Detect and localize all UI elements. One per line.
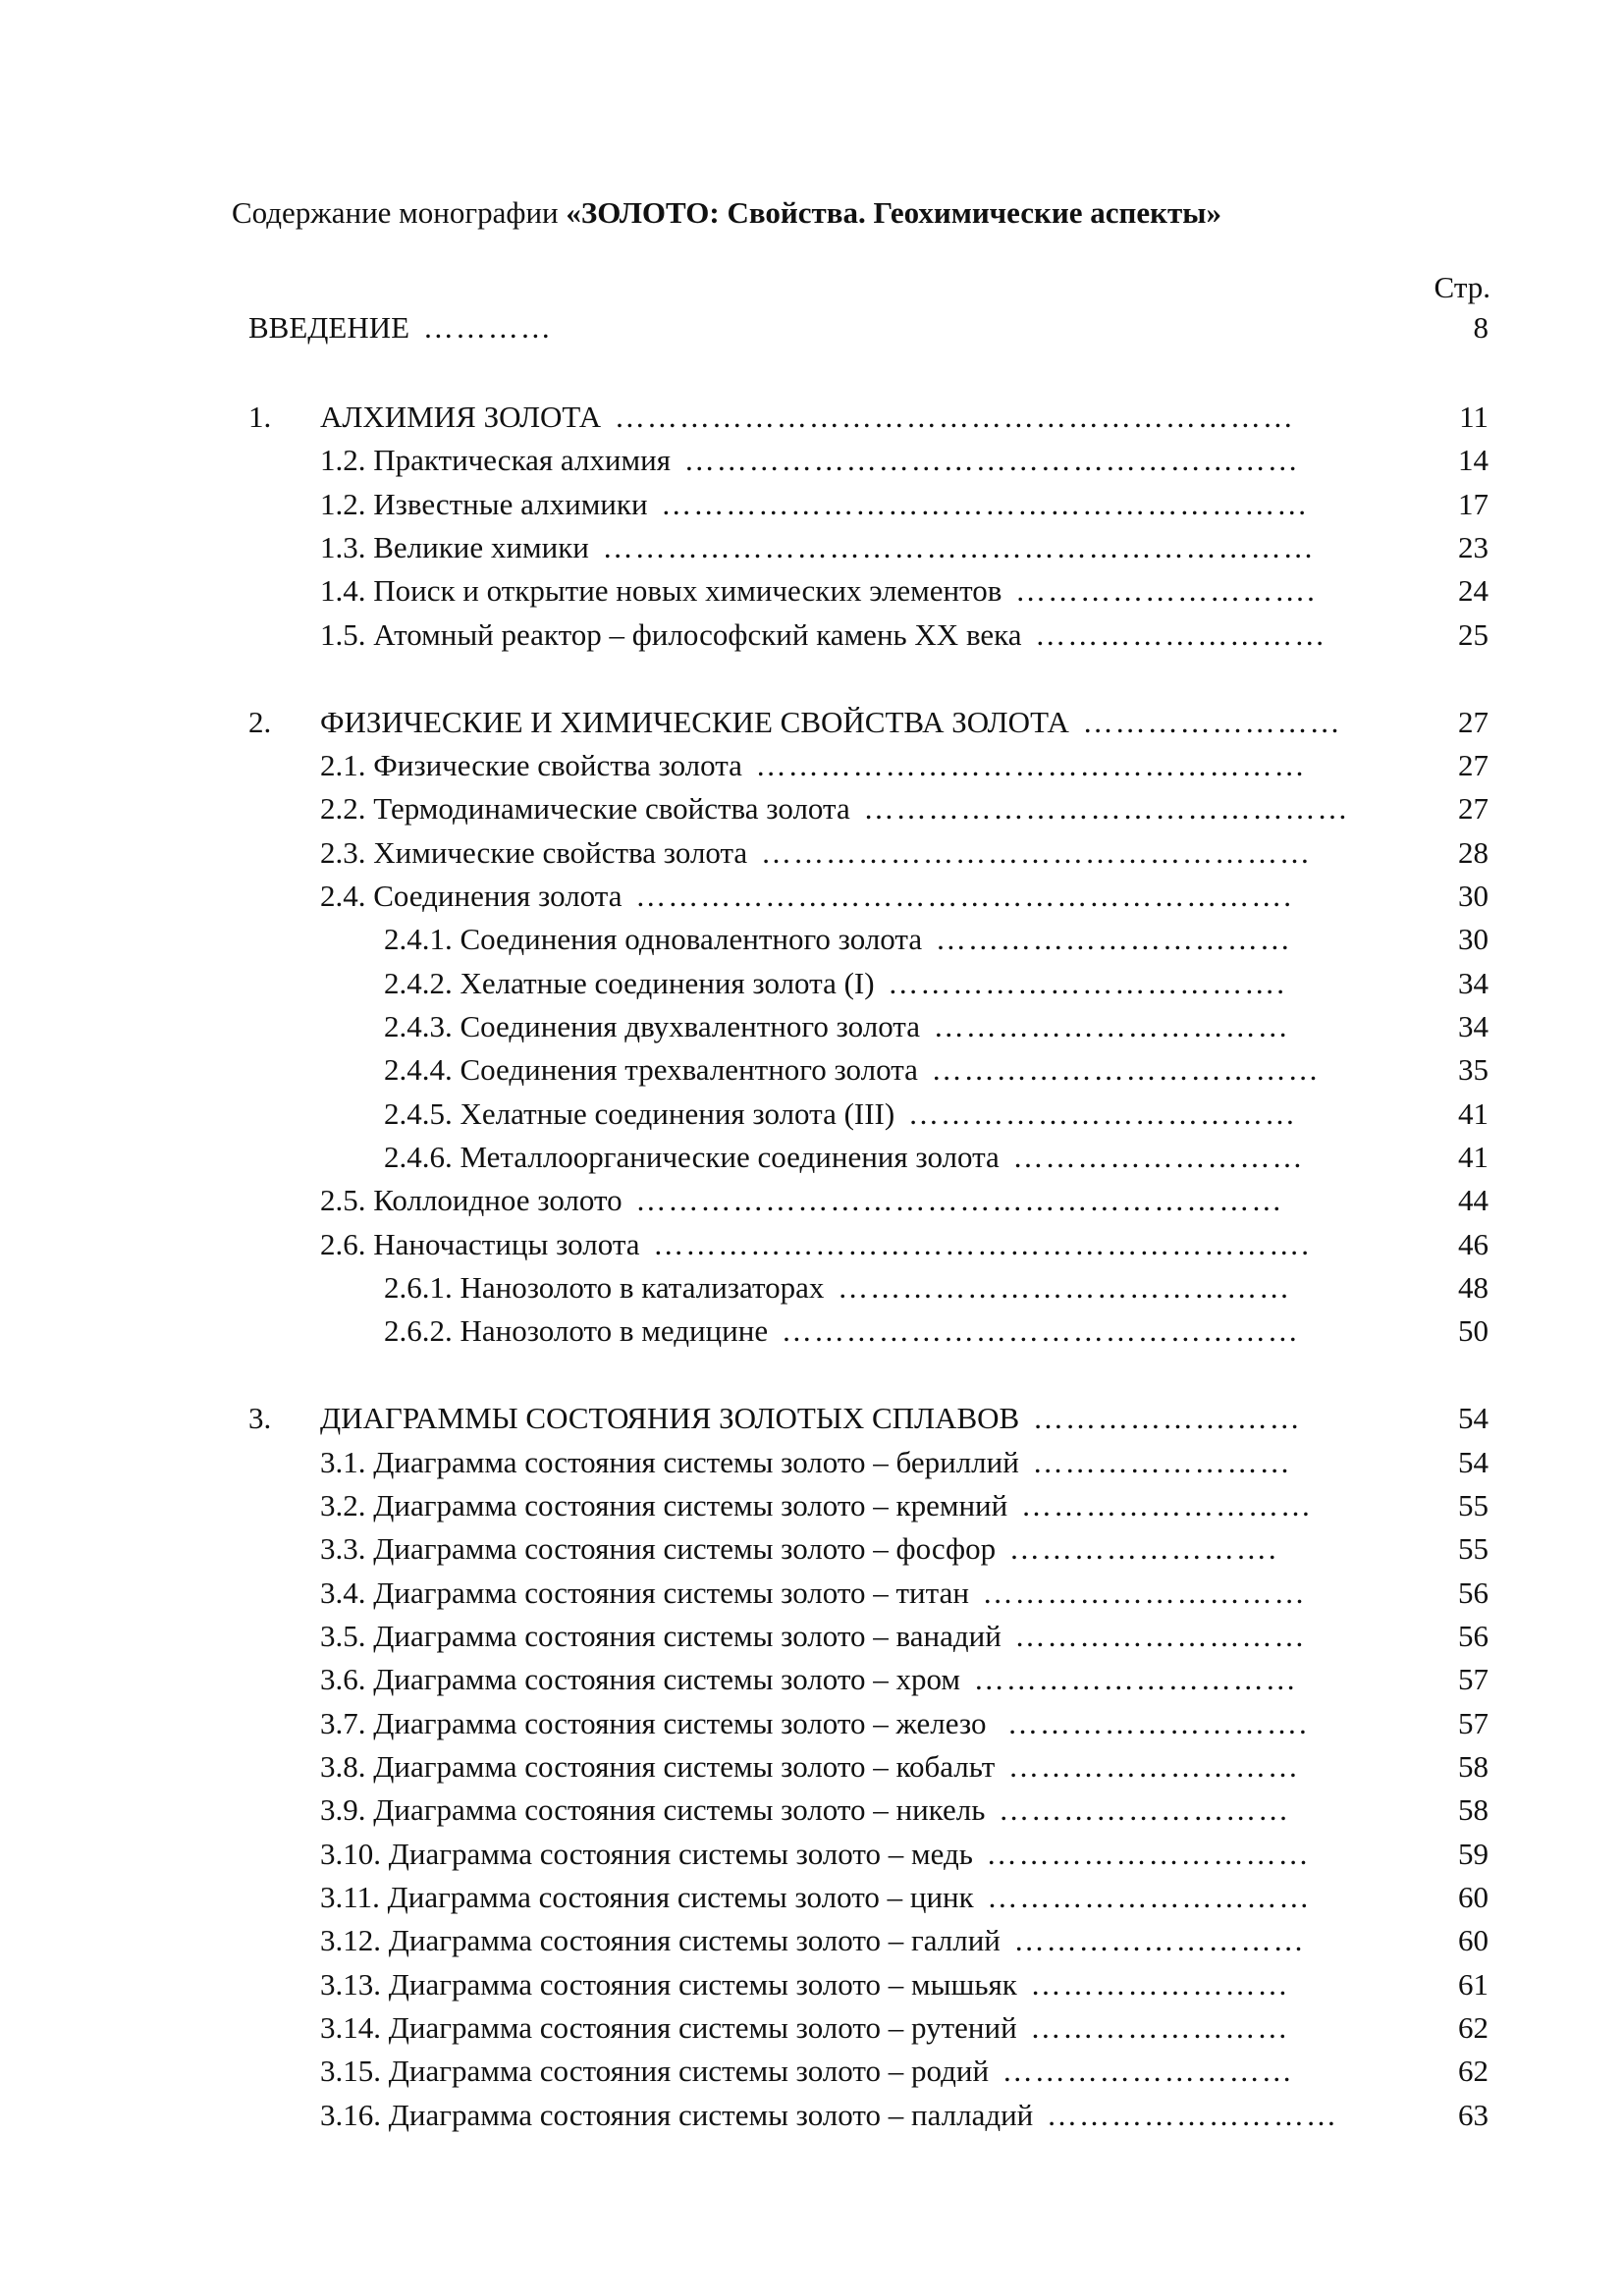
toc-page-number: 34	[1458, 966, 1489, 1000]
toc-page-number: 58	[1458, 1792, 1489, 1827]
toc-page-number: 50	[1458, 1313, 1489, 1348]
toc-page-number: 60	[1458, 1880, 1489, 1914]
toc-entry	[0, 1094, 1624, 1135]
toc-leader-dots: ……………………………	[935, 922, 1292, 956]
toc-page-number: 48	[1458, 1270, 1489, 1305]
toc-entry	[0, 1398, 1624, 1439]
toc-entry	[0, 307, 1624, 348]
toc-entry	[0, 1267, 1624, 1308]
toc-entry-title: ДИАГРАММЫ СОСТОЯНИЯ ЗОЛОТЫХ СПЛАВОВ	[320, 1401, 1020, 1435]
toc-leader-dots: ……………………………….	[888, 966, 1287, 1000]
toc-page-number: 35	[1458, 1052, 1489, 1087]
toc-leader-dots: ……………………………………………	[760, 835, 1312, 870]
toc-entry-title: 3.12. Диаграмма состояния системы золото – галлий	[320, 1923, 1001, 1957]
toc-page-number: 62	[1458, 2054, 1489, 2088]
toc-page-number: 23	[1458, 530, 1489, 564]
toc-entry	[0, 440, 1624, 481]
toc-leader-dots: …………………………	[982, 1575, 1307, 1610]
toc-page-number: 17	[1458, 487, 1489, 521]
toc-page-number: 46	[1458, 1227, 1489, 1261]
toc-entry	[0, 1746, 1624, 1788]
toc-page-number: 30	[1458, 879, 1489, 913]
toc-page-number: 63	[1458, 2098, 1489, 2132]
toc-leader-dots: …………………….	[1008, 1531, 1278, 1566]
toc-entry	[0, 1528, 1624, 1570]
toc-page-number: 56	[1458, 1619, 1489, 1653]
toc-leader-dots: ………………………	[1020, 1488, 1313, 1522]
chapter-number: 3.	[248, 1401, 272, 1435]
toc-page-number: 27	[1458, 791, 1489, 826]
toc-entry	[0, 570, 1624, 612]
toc-entry-title: ФИЗИЧЕСКИЕ И ХИМИЧЕСКИЕ СВОЙСТВА ЗОЛОТА	[320, 705, 1069, 739]
toc-page-number: 41	[1458, 1096, 1489, 1131]
toc-page-number: 14	[1458, 443, 1489, 477]
toc-leader-dots: ………………………	[1008, 1749, 1301, 1784]
toc-entry	[0, 1964, 1624, 2005]
toc-entry	[0, 702, 1624, 743]
toc-leader-dots: ……………………………………………………	[661, 487, 1310, 521]
page-heading	[232, 193, 1459, 233]
toc-leader-dots: …………………………………………………….	[653, 1227, 1311, 1261]
toc-entry-title: 3.6. Диаграмма состояния системы золото – хром	[320, 1662, 961, 1696]
toc-entry-title: 3.11. Диаграмма состояния системы золото – цинк	[320, 1880, 974, 1914]
toc-leader-dots: ……………………………………………………	[635, 1183, 1284, 1217]
toc-entry	[0, 1442, 1624, 1483]
toc-leader-dots: ………………………	[999, 1792, 1291, 1827]
toc-entry	[0, 1659, 1624, 1700]
toc-entry	[0, 484, 1624, 525]
toc-leader-dots: ………………………	[1035, 617, 1327, 652]
toc-page-number: 8	[1473, 310, 1489, 345]
toc-entry	[0, 2007, 1624, 2049]
toc-entry-title: 2.4.1. Соединения одновалентного золота	[384, 922, 923, 956]
toc-leader-dots: ……………………	[1030, 2010, 1290, 2045]
toc-entry	[0, 1789, 1624, 1831]
toc-entry-title: 2.1. Физические свойства золота	[320, 748, 742, 782]
toc-entry	[0, 788, 1624, 829]
toc-entry	[0, 2095, 1624, 2136]
toc-entry	[0, 1485, 1624, 1526]
toc-page-number: 60	[1458, 1923, 1489, 1957]
toc-page-number: 30	[1458, 922, 1489, 956]
toc-entry	[0, 963, 1624, 1004]
toc-leader-dots: …………………………	[973, 1662, 1298, 1696]
toc-page-number: 56	[1458, 1575, 1489, 1610]
toc-entry-title: 3.2. Диаграмма состояния системы золото – кремний	[320, 1488, 1008, 1522]
toc-leader-dots: …………………………………………………………	[602, 530, 1316, 564]
toc-page-number: 55	[1458, 1531, 1489, 1566]
toc-entry-title: 2.4.3. Соединения двухвалентного золота	[384, 1009, 920, 1043]
toc-entry-title: 3.13. Диаграмма состояния системы золото – мышьяк	[320, 1967, 1017, 2002]
toc-leader-dots: …………………………	[986, 1837, 1311, 1871]
toc-entry-title: 3.8. Диаграмма состояния системы золото – кобальт	[320, 1749, 996, 1784]
toc-entry-title: 2.4.4. Соединения трехвалентного золота	[384, 1052, 918, 1087]
toc-entry	[0, 1137, 1624, 1178]
toc-entry	[0, 1180, 1624, 1221]
toc-page-number: 54	[1458, 1401, 1489, 1435]
toc-leader-dots: ………………………	[1012, 1140, 1305, 1174]
toc-leader-dots: ………………………………	[931, 1052, 1321, 1087]
toc-leader-dots: …………………………………………………	[683, 443, 1300, 477]
toc-entry-title: 2.2. Термодинамические свойства золота	[320, 791, 850, 826]
toc-leader-dots: ……………………………	[933, 1009, 1290, 1043]
toc-entry-title: 1.2. Практическая алхимия	[320, 443, 671, 477]
toc-leader-dots: ………………………	[1013, 1923, 1306, 1957]
toc-entry-title: 1.2. Известные алхимики	[320, 487, 648, 521]
toc-leader-dots: ……………………	[1032, 1445, 1292, 1479]
chapter-number: 2.	[248, 705, 272, 739]
toc-leader-dots: ………………………	[1047, 2098, 1339, 2132]
toc-page-number: 61	[1458, 1967, 1489, 2002]
toc-entry-title: 2.4. Соединения золота	[320, 879, 623, 913]
toc-entry	[0, 1703, 1624, 1744]
toc-page-number: 59	[1458, 1837, 1489, 1871]
toc-entry-title: 3.14. Диаграмма состояния системы золото – рутений	[320, 2010, 1017, 2045]
toc-leader-dots: ……………………………………………	[755, 748, 1307, 782]
toc-entry-title: 1.3. Великие химики	[320, 530, 589, 564]
toc-entry	[0, 1006, 1624, 1047]
toc-entry	[0, 1834, 1624, 1875]
monograph-title: «ЗОЛОТО: Свойства. Геохимические аспекты»	[566, 195, 1221, 230]
chapter-number: 1.	[248, 400, 272, 434]
toc-leader-dots: ………………………………	[907, 1096, 1297, 1131]
toc-page-number: 54	[1458, 1445, 1489, 1479]
toc-entry	[0, 614, 1624, 656]
toc-leader-dots: ……………………….	[1015, 573, 1317, 608]
toc-entry	[0, 1616, 1624, 1657]
toc-entry	[0, 527, 1624, 568]
toc-entry-title: 2.4.5. Хелатные соединения золота (III)	[384, 1096, 895, 1131]
toc-page-number: 11	[1459, 400, 1489, 434]
toc-entry-title: 3.15. Диаграмма состояния системы золото – родий	[320, 2054, 990, 2088]
toc-entry-title: 2.6.2. Нанозолото в медицине	[384, 1313, 769, 1348]
toc-page-number: 62	[1458, 2010, 1489, 2045]
toc-entry-title: 3.5. Диаграмма состояния системы золото – ванадий	[320, 1619, 1001, 1653]
toc-page-number: 25	[1458, 617, 1489, 652]
toc-leader-dots: …………………………………………………….	[635, 879, 1293, 913]
toc-entry-title: 1.4. Поиск и открытие новых химических элементов	[320, 573, 1002, 608]
toc-page-number: 28	[1458, 835, 1489, 870]
toc-leader-dots: ……………………….	[1006, 1706, 1309, 1740]
toc-leader-dots: …………………………	[987, 1880, 1312, 1914]
toc-entry	[0, 1920, 1624, 1961]
toc-page-number: 57	[1458, 1662, 1489, 1696]
toc-entry-title: 3.3. Диаграмма состояния системы золото – фосфор	[320, 1531, 997, 1566]
toc-entry-title: 2.6. Наночастицы золота	[320, 1227, 640, 1261]
toc-leader-dots: …………………………………………	[781, 1313, 1300, 1348]
toc-entry	[0, 397, 1624, 438]
toc-page-number: 24	[1458, 573, 1489, 608]
toc-leader-dots: ………………………………………………………	[614, 400, 1295, 434]
toc-leader-dots: ………………………	[1001, 2054, 1294, 2088]
toc-leader-dots: ……………………	[1082, 705, 1342, 739]
toc-leader-dots: …………	[422, 310, 553, 345]
toc-entry	[0, 876, 1624, 917]
toc-entry-title: 3.9. Диаграмма состояния системы золото – никель	[320, 1792, 986, 1827]
toc-entry	[0, 745, 1624, 786]
toc-entry-title: 2.4.6. Металлоорганические соединения золота	[384, 1140, 1000, 1174]
toc-entry	[0, 1573, 1624, 1614]
toc-entry-title: 3.16. Диаграмма состояния системы золото – палладий	[320, 2098, 1034, 2132]
toc-entry-title: 3.4. Диаграмма состояния системы золото – титан	[320, 1575, 969, 1610]
toc-leader-dots: ……………………………………	[838, 1270, 1292, 1305]
toc-entry-title: 3.10. Диаграмма состояния системы золото – медь	[320, 1837, 973, 1871]
toc-entry-title: 3.7. Диаграмма состояния системы золото – железо	[320, 1706, 987, 1740]
toc-leader-dots: ……………………	[1030, 1967, 1290, 2002]
toc-page-number: 27	[1458, 748, 1489, 782]
toc-page-number: 57	[1458, 1706, 1489, 1740]
toc-entry-title: ВВЕДЕНИЕ	[248, 310, 410, 345]
toc-entry-title: АЛХИМИЯ ЗОЛОТА	[320, 400, 602, 434]
toc-page-number: 58	[1458, 1749, 1489, 1784]
toc-entry-title: 2.3. Химические свойства золота	[320, 835, 748, 870]
toc-entry-title: 2.6.1. Нанозолото в катализаторах	[384, 1270, 825, 1305]
toc-entry	[0, 1224, 1624, 1265]
toc-entry-title: 2.5. Коллоидное золото	[320, 1183, 623, 1217]
toc-entry-title: 1.5. Атомный реактор – философский камень XX века	[320, 617, 1022, 652]
heading-prefix: Содержание монографии	[232, 195, 567, 230]
toc-leader-dots: ……………….……	[1032, 1401, 1302, 1435]
toc-leader-dots: ………………………	[1014, 1619, 1307, 1653]
toc-entry	[0, 1049, 1624, 1091]
toc-leader-dots: ………………………………………	[863, 791, 1350, 826]
toc-entry	[0, 1310, 1624, 1352]
toc-page-number: 41	[1458, 1140, 1489, 1174]
toc-entry	[0, 919, 1624, 960]
toc-page-number: 27	[1458, 705, 1489, 739]
toc-entry	[0, 832, 1624, 874]
page-column-label: Стр.	[1434, 270, 1490, 304]
toc-entry	[0, 2051, 1624, 2092]
toc-entry-title: 2.4.2. Хелатные соединения золота (I)	[384, 966, 875, 1000]
toc-entry-title: 3.1. Диаграмма состояния системы золото – бериллий	[320, 1445, 1019, 1479]
toc-page-number: 44	[1458, 1183, 1489, 1217]
toc-page-number: 34	[1458, 1009, 1489, 1043]
toc-page-number: 55	[1458, 1488, 1489, 1522]
toc-entry	[0, 1877, 1624, 1918]
